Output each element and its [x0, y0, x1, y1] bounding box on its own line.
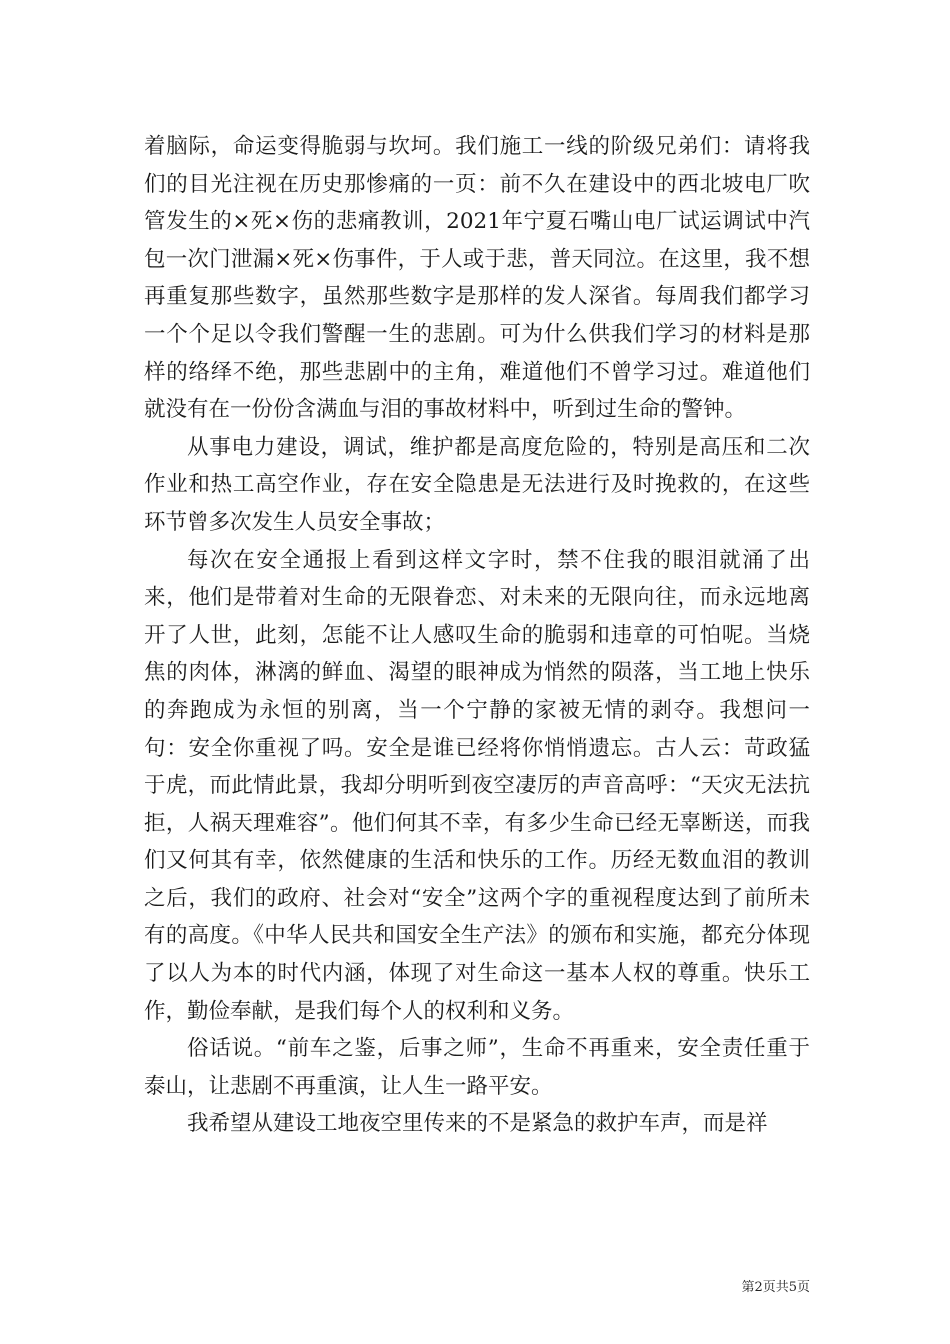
document-body	[144, 128, 810, 1143]
paragraph-4: 俗话说。“前车之鉴，后事之师”，生命不再重来，安全责任重于泰山，让悲剧不再重演，让人生一路平安。	[144, 1036, 810, 1099]
paragraph-2: 从事电力建设，调试，维护都是高度危险的，特别是高压和二次作业和热工高空作业，存在安全隐患是无法进行及时挽救的，在这些环节曾多次发生人员安全事故；	[144, 434, 810, 535]
paragraph-5: 我希望从建设工地夜空里传来的不是紧急的救护车声，而是祥	[187, 1111, 768, 1137]
paragraph-3: 每次在安全通报上看到这样文字时，禁不住我的眼泪就涌了出来，他们是带着对生命的无限眷恋、对未来的无限向往，而永远地离开了人世，此刻，怎能不让人感叹生命的脆弱和违章的可怕呢。当烧焦的肉体，淋漓的鲜血、渴望的眼神成为悄然的陨落，当工地上快乐的奔跑成为永恒的别离，当一个宁静的家被无情的剥夺。我想问一句：安全你重视了吗。安全是谁已经将你悄悄遗忘。古人云：苛政猛于虎，而此情此景，我却分明听到夜空凄厉的声音高呼：“天灾无法抗拒，人祸天理难容”。他们何其不幸，有多少生命已经无辜断送，而我们又何其有幸，依然健康的生活和快乐的工作。历经无数血泪的教训之后，我们的政府、社会对“安全”这两个字的重视程度达到了前所未有的高度。《中华人民共和国安全生产法》的颁布和实施，都充分体现了以人为本的时代内涵，体现了对生命这一基本人权的尊重。快乐工作，勤俭奉献，是我们每个人的权利和义务。	[144, 547, 810, 1024]
paragraph-1: 着脑际，命运变得脆弱与坎坷。我们施工一线的阶级兄弟们：请将我们的目光注视在历史那惨痛的一页：前不久在建设中的西北坡电厂吹管发生的×死×伤的悲痛教训，2021年宁夏石嘴山电厂试运调试中汽包一次门泄漏×死×伤事件，于人或于悲，普天同泣。在这里，我不想再重复那些数字，虽然那些数字是那样的发人深省。每周我们都学习一个个足以令我们警醒一生的悲剧。可为什么供我们学习的材料是那样的络绎不绝，那些悲剧中的主角，难道他们不曾学习过。难道他们就没有在一份份含满血与泪的事故材料中，听到过生命的警钟。	[144, 134, 810, 423]
page-number: 第2页共5页	[741, 1280, 810, 1295]
